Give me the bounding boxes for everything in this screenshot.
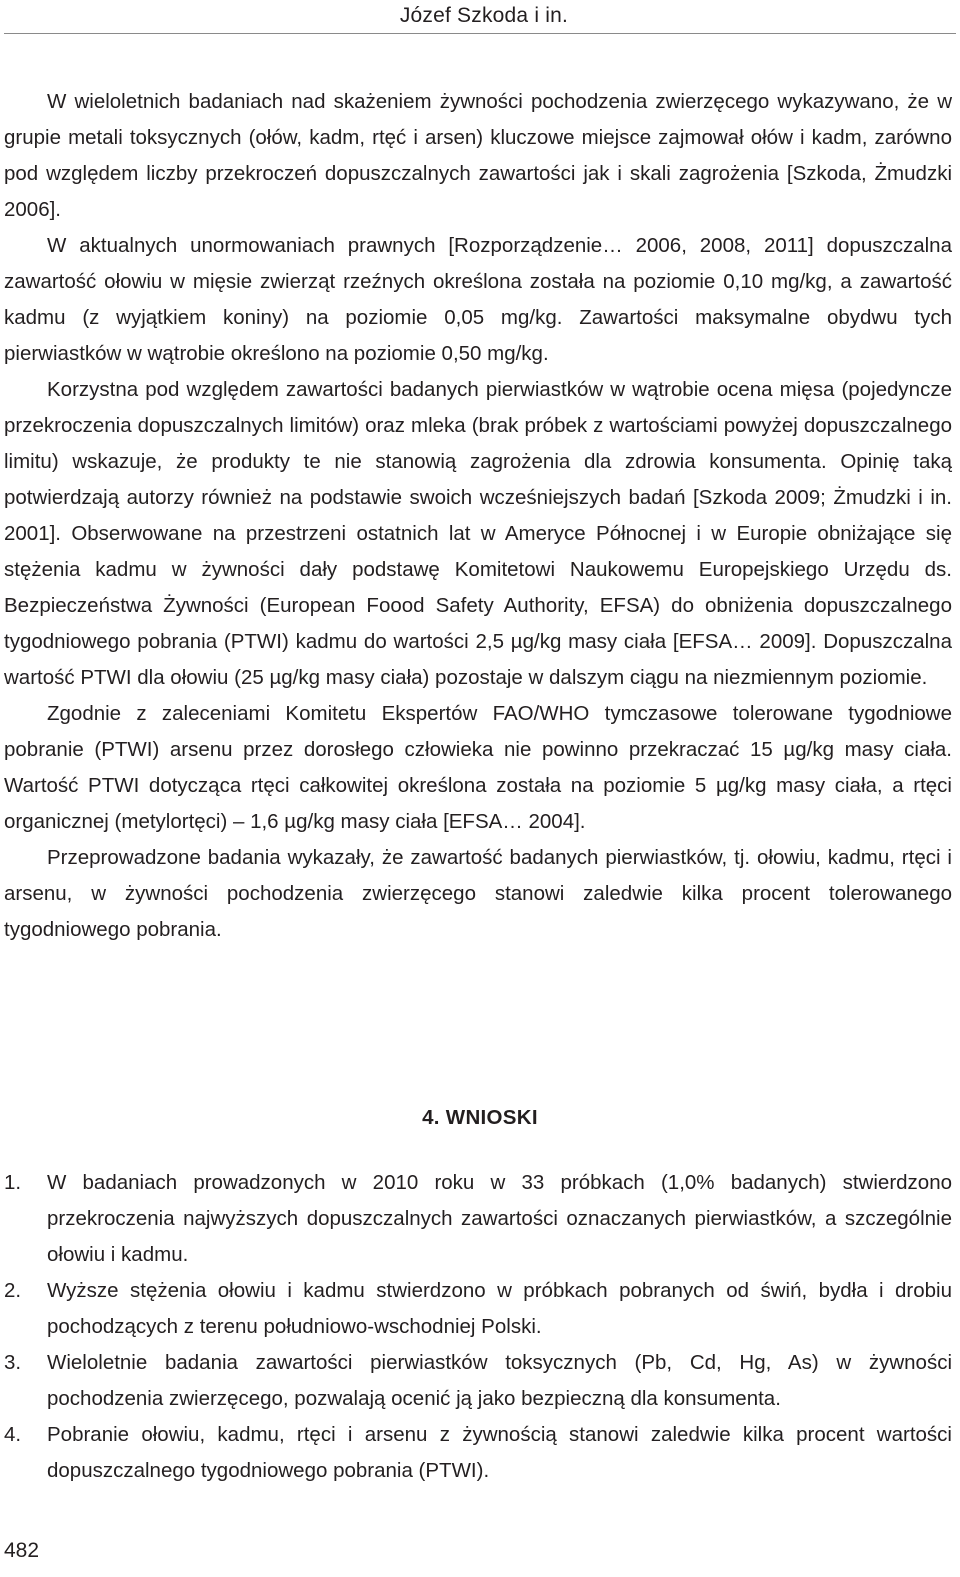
list-item-number: 4. xyxy=(4,1423,22,1446)
paragraph: Korzystna pod względem zawartości badanych pierwiastków w wątrobie ocena mięsa (pojedyncze przekroczenia dopuszczalnych limitów) oraz mleka (brak próbek z wartościami powyżej dopuszczalnego limitu) wskazuje, że produkty te nie stanowią zagrożenia dla zdrowia konsumenta. Opinię taką potwierdzają autorzy również na podstawie swoich wcześniejszych badań [Szkoda 2009; Żmudzki i in. 2001]. Obserwowane na przestrzeni ostatnich lat w Ameryce Północnej i w Europie obniżające się stężenia kadmu w żywności dały podstawę Komitetowi Naukowemu Europejskiego Urzędu ds. Bezpieczeństwa Żywności (European Foood Safety Authority, EFSA) do obniżenia dopuszczalnego tygodniowego pobrania (PTWI) kadmu do wartości 2,5 µg/kg masy ciała [EFSA… 2009]. Dopuszczalna wartość PTWI dla ołowiu (25 µg/kg masy ciała) pozostaje w dalszym ciągu na niezmiennym poziomie. xyxy=(4,378,952,689)
paragraph: Zgodnie z zaleceniami Komitetu Ekspertów FAO/WHO tymczasowe tolerowane tygodniowe pobranie (PTWI) arsenu przez dorosłego człowieka nie powinno przekraczać 15 µg/kg masy ciała. Wartość PTWI dotycząca rtęci całkowitej określona została na poziomie 5 µg/kg masy ciała, a rtęci organicznej (metylortęci) – 1,6 µg/kg masy ciała [EFSA… 2004]. xyxy=(4,702,952,833)
list-item xyxy=(4,1273,952,1345)
list-item xyxy=(4,1165,952,1273)
running-header: Józef Szkoda i in. xyxy=(399,4,568,27)
list-item-number: 2. xyxy=(4,1279,22,1302)
list-item xyxy=(4,1417,952,1489)
section-heading: 4. WNIOSKI xyxy=(422,1106,538,1129)
conclusions-list xyxy=(4,1165,952,1489)
paragraph: W aktualnych unormowaniach prawnych [Rozporządzenie… 2006, 2008, 2011] dopuszczalna zawartość ołowiu w mięsie zwierząt rzeźnych określona została na poziomie 0,10 mg/kg, a zawartość kadmu (z wyjątkiem koniny) na poziomie 0,05 mg/kg. Zawartości maksymalne obydwu tych pierwiastków w wątrobie określono na poziomie 0,50 mg/kg. xyxy=(4,234,952,365)
list-item-text: Pobranie ołowiu, kadmu, rtęci i arsenu z żywnością stanowi zaledwie kilka procent wartości dopuszczalnego tygodniowego pobrania (PTWI). xyxy=(47,1423,952,1482)
page-number: 482 xyxy=(4,1539,40,1562)
list-item-number: 1. xyxy=(4,1171,22,1194)
body-text xyxy=(4,84,952,948)
paragraph: Przeprowadzone badania wykazały, że zawartość badanych pierwiastków, tj. ołowiu, kadmu, rtęci i arsenu, w żywności pochodzenia zwierzęcego stanowi zaledwie kilka procent tolerowanego tygodniowego pobrania. xyxy=(4,846,952,941)
list-item xyxy=(4,1345,952,1417)
list-item-text: Wieloletnie badania zawartości pierwiastków toksycznych (Pb, Cd, Hg, As) w żywności pochodzenia zwierzęcego, pozwalają ocenić ją jako bezpieczną dla konsumenta. xyxy=(47,1351,952,1410)
paragraph: W wieloletnich badaniach nad skażeniem żywności pochodzenia zwierzęcego wykazywano, że w grupie metali toksycznych (ołów, kadm, rtęć i arsen) kluczowe miejsce zajmował ołów i kadm, zarówno pod względem liczby przekroczeń dopuszczalnych zawartości jak i skali zagrożenia [Szkoda, Żmudzki 2006]. xyxy=(4,90,952,221)
list-item-text: W badaniach prowadzonych w 2010 roku w 33 próbkach (1,0% badanych) stwierdzono przekroczenia najwyższych dopuszczalnych zawartości oznaczanych pierwiastków, a szczególnie ołowiu i kadmu. xyxy=(47,1171,952,1266)
list-item-number: 3. xyxy=(4,1351,22,1374)
header-rule xyxy=(4,33,956,34)
list-item-text: Wyższe stężenia ołowiu i kadmu stwierdzono w próbkach pobranych od świń, bydła i drobiu pochodzących z terenu południowo-wschodniej Polski. xyxy=(47,1279,952,1338)
